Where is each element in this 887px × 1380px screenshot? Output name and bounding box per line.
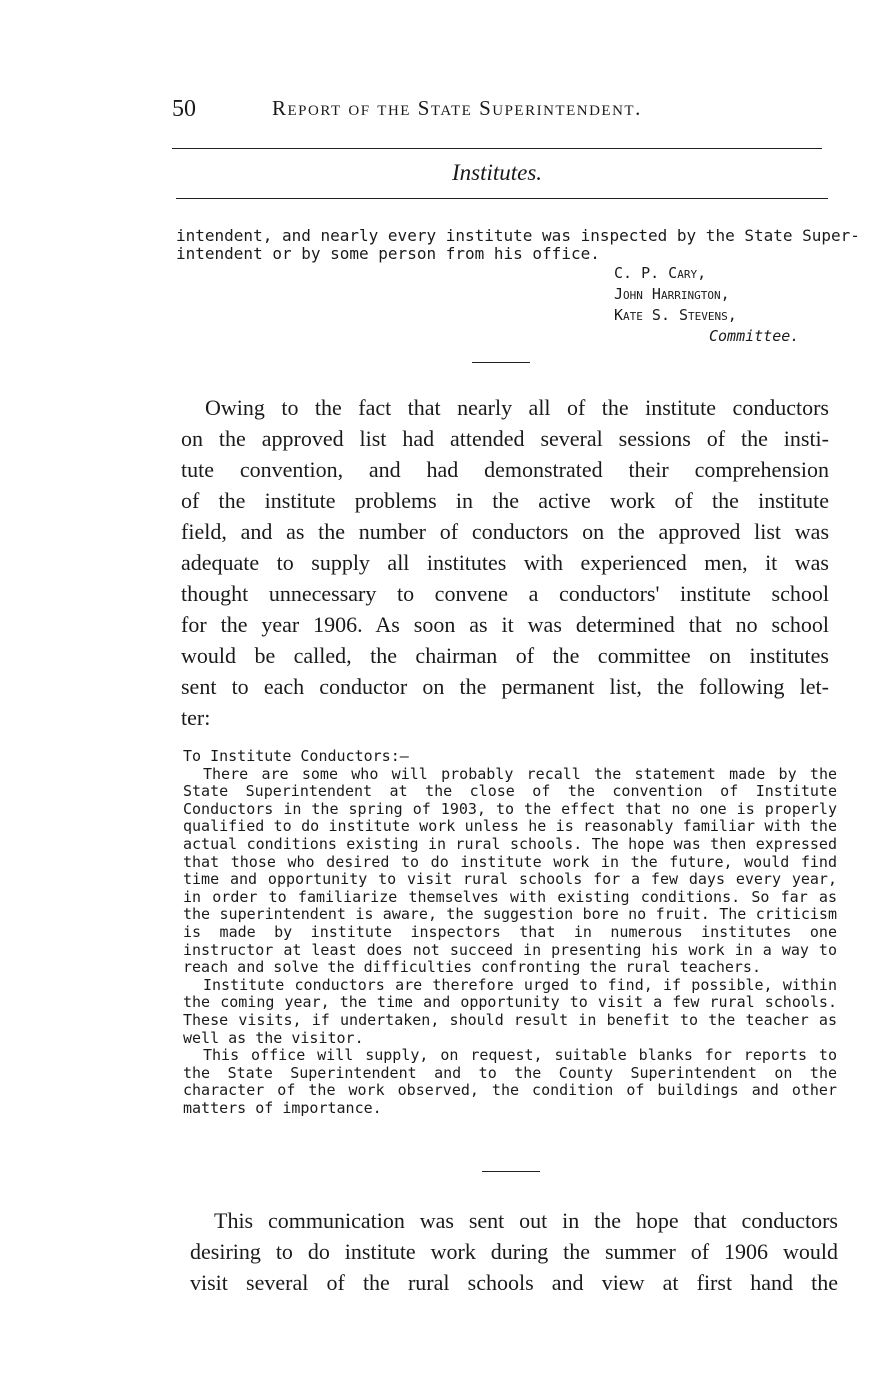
- signature-name: Kate S. Stevens,: [614, 306, 737, 324]
- running-head: Report of the State Superintendent.: [272, 96, 642, 120]
- paragraph-line: sent to each conductor on the permanent list, the following let-: [181, 674, 829, 699]
- letter-to-conductors: [183, 748, 837, 1117]
- paragraph-line: Owing to the fact that nearly all of the institute conductors: [205, 395, 829, 420]
- committee-signatures: [614, 263, 799, 347]
- paragraph-line: for the year 1906. As soon as it was determined that no school: [181, 612, 829, 637]
- letter-paragraph: Institute conductors are therefore urged to find, if possible, within the coming year, the time and opportunity to visit a few rural schools. These visits, if undertaken, should result in benefit to the teacher as well as the visitor.: [183, 975, 837, 1047]
- paragraph-line: of the institute problems in the active work of the institute: [181, 488, 829, 513]
- continuation-text: [176, 226, 860, 263]
- paragraph-line: tute convention, and had demonstrated their comprehension: [181, 457, 829, 482]
- header-rule-top: [172, 148, 822, 149]
- signature-name: John Harrington,: [614, 285, 730, 303]
- section-title: Institutes.: [451, 160, 543, 185]
- page-header: [172, 96, 822, 130]
- page-number: 50: [172, 96, 196, 122]
- letter-salutation: To Institute Conductors:—: [183, 747, 409, 765]
- paragraph-line: on the approved list had attended several sessions of the insti-: [181, 426, 829, 451]
- signature-name: C. P. Cary,: [614, 264, 707, 282]
- signature-role: Committee.: [709, 327, 800, 345]
- letter-paragraph: There are some who will probably recall the statement made by the State Superintendent at the close of the convention of Institute Conductors in the spring of 1903, to the effect that no one is properly qualified to do institute work unless he is reasonably familiar with the actual conditions existing in rural schools. The hope was then expressed that those who desired to do institute work in the future, would find time and opportunity to visit rural schools for a few days every year, in order to familiarize themselves with existing conditions. So far as the superintendent is aware, the suggestion bore no fruit. The criticism is made by institute inspectors that in numerous institutes one instructor at least does not succeed in presenting his work in a way to reach and solve the difficulties confronting the rural teachers.: [183, 764, 837, 977]
- section-divider: [472, 362, 530, 363]
- paragraph-line: This communication was sent out in the hope that conductors: [214, 1208, 838, 1233]
- paragraph-line: thought unnecessary to convene a conductors' institute school: [181, 581, 829, 606]
- paragraph-communication: [190, 1205, 838, 1298]
- paragraph-line: field, and as the number of conductors on the approved list was: [181, 519, 829, 544]
- header-rule-bottom: [176, 198, 828, 199]
- paragraph-line: ter:: [181, 705, 211, 730]
- paragraph-line: adequate to supply all institutes with experienced men, it was: [181, 550, 829, 575]
- letter-paragraph: This office will supply, on request, suitable blanks for reports to the State Superintendent and to the County Superintendent on the character of the work observed, the condition of buildings and other matters of importance.: [183, 1046, 837, 1117]
- paragraph-line: desiring to do institute work during the summer of 1906 would: [190, 1239, 838, 1264]
- continuation-line: intendent, and nearly every institute was inspected by the State Super-: [176, 226, 860, 245]
- paragraph-line: visit several of the rural schools and view at first hand the: [190, 1270, 838, 1295]
- paragraph-owing: [181, 392, 829, 733]
- continuation-line: intendent or by some person from his office.: [176, 244, 600, 263]
- section-divider: [482, 1171, 540, 1172]
- paragraph-line: would be called, the chairman of the committee on institutes: [181, 643, 829, 668]
